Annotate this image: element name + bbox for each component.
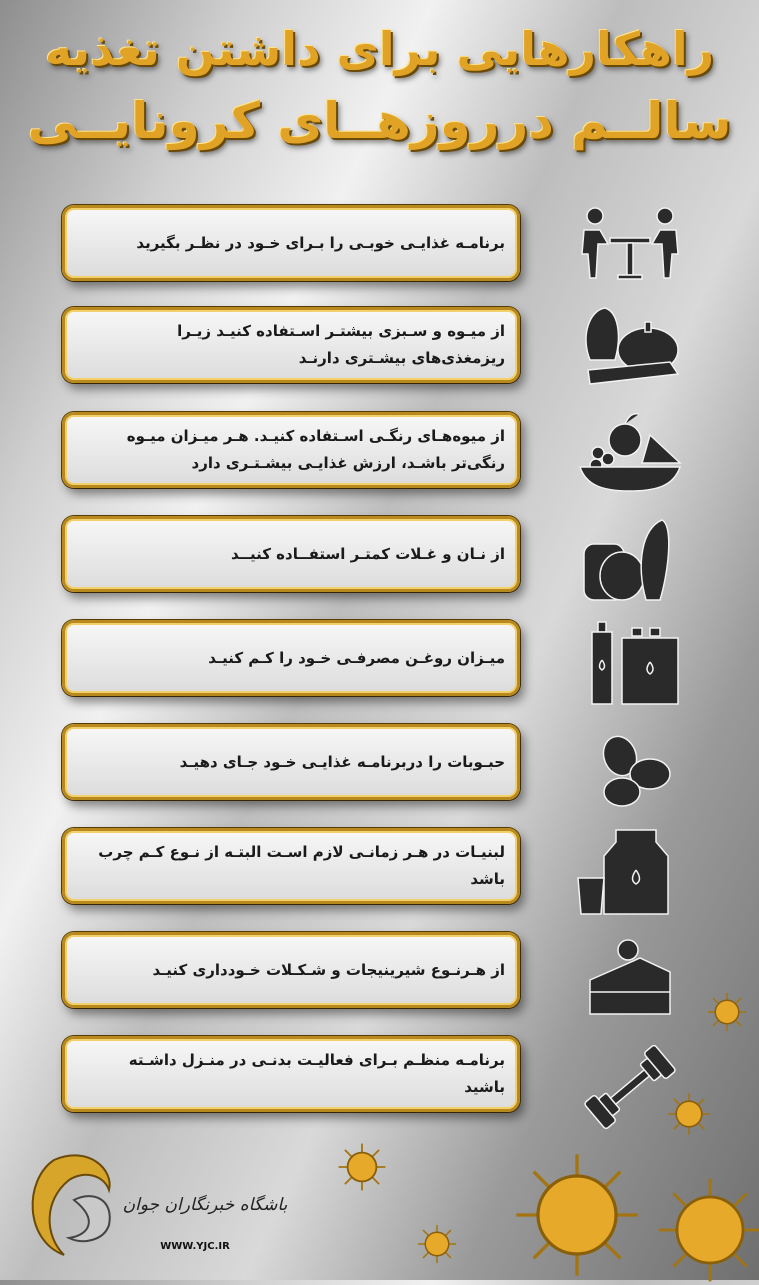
tip-text: از نـان و غـلات کمتـر استفــاده کنیــد bbox=[231, 544, 505, 563]
tip-text: لبنیـات در هـر زمانـی لازم اسـت البتـه از نـوع کـم چرب باشد bbox=[98, 843, 505, 888]
virus-icon bbox=[512, 1150, 642, 1280]
tip-card-8 bbox=[62, 932, 520, 1008]
tip-card-6 bbox=[62, 724, 520, 800]
tip-card-5 bbox=[62, 620, 520, 696]
tip-card-3 bbox=[62, 412, 520, 488]
bread-icon bbox=[570, 514, 690, 604]
logo-url: WWW.YJC.IR bbox=[160, 1241, 230, 1252]
tip-text: برنامـه منظـم بـرای فعالیـت بدنـی در منـزل داشـته باشید bbox=[128, 1051, 505, 1096]
fruit-bowl-icon bbox=[570, 405, 690, 495]
tip-card-1 bbox=[62, 205, 520, 281]
tip-text: از میوه‌هـای رنگـی اسـتفاده کنیـد. هـر میـزان میـوه رنگی‌تر باشـد، ارزش غذایـی بیشـتـری دارد bbox=[126, 427, 505, 472]
tip-text: میـزان روغـن مصرفـی خـود را کـم کنیـد bbox=[208, 648, 505, 667]
beans-icon bbox=[570, 726, 690, 816]
virus-icon bbox=[335, 1140, 389, 1194]
virus-icon bbox=[655, 1175, 759, 1285]
logo-text: باشگاه خبرنگاران جوان bbox=[122, 1195, 288, 1215]
dining-people-icon bbox=[570, 198, 690, 288]
page-title-line2: سالــم درروزهــای کرونایــی bbox=[27, 92, 732, 150]
tip-text: حبـوبات را دربرنامـه غذایـی خـود جـای دهیـد bbox=[179, 752, 505, 771]
virus-icon bbox=[705, 990, 749, 1034]
tip-card-4 bbox=[62, 516, 520, 592]
tip-card-2 bbox=[62, 307, 520, 383]
virus-icon bbox=[415, 1222, 459, 1266]
cake-icon bbox=[570, 932, 690, 1022]
virus-icon bbox=[665, 1090, 713, 1138]
oil-bottles-icon bbox=[570, 618, 690, 708]
page-title-line1: راهکارهایی برای داشتن تغذیه bbox=[44, 22, 715, 76]
tip-text: برنامـه غذایـی خوبـی را بـرای خـود در نظـر بگیرید bbox=[136, 233, 505, 252]
tip-card-7 bbox=[62, 828, 520, 904]
tip-text: از میـوه و سـبزی بیشتـر اسـتفاده کنیـد زیـرا ریزمغذی‌های بیشـتری دارنـد bbox=[177, 322, 505, 367]
milk-carton-icon bbox=[570, 826, 690, 916]
vegetables-icon bbox=[570, 300, 690, 390]
tip-card-9 bbox=[62, 1036, 520, 1112]
tip-text: از هـرنـوع شیرینیجات و شـکـلات خـودداری کنیـد bbox=[152, 960, 505, 979]
